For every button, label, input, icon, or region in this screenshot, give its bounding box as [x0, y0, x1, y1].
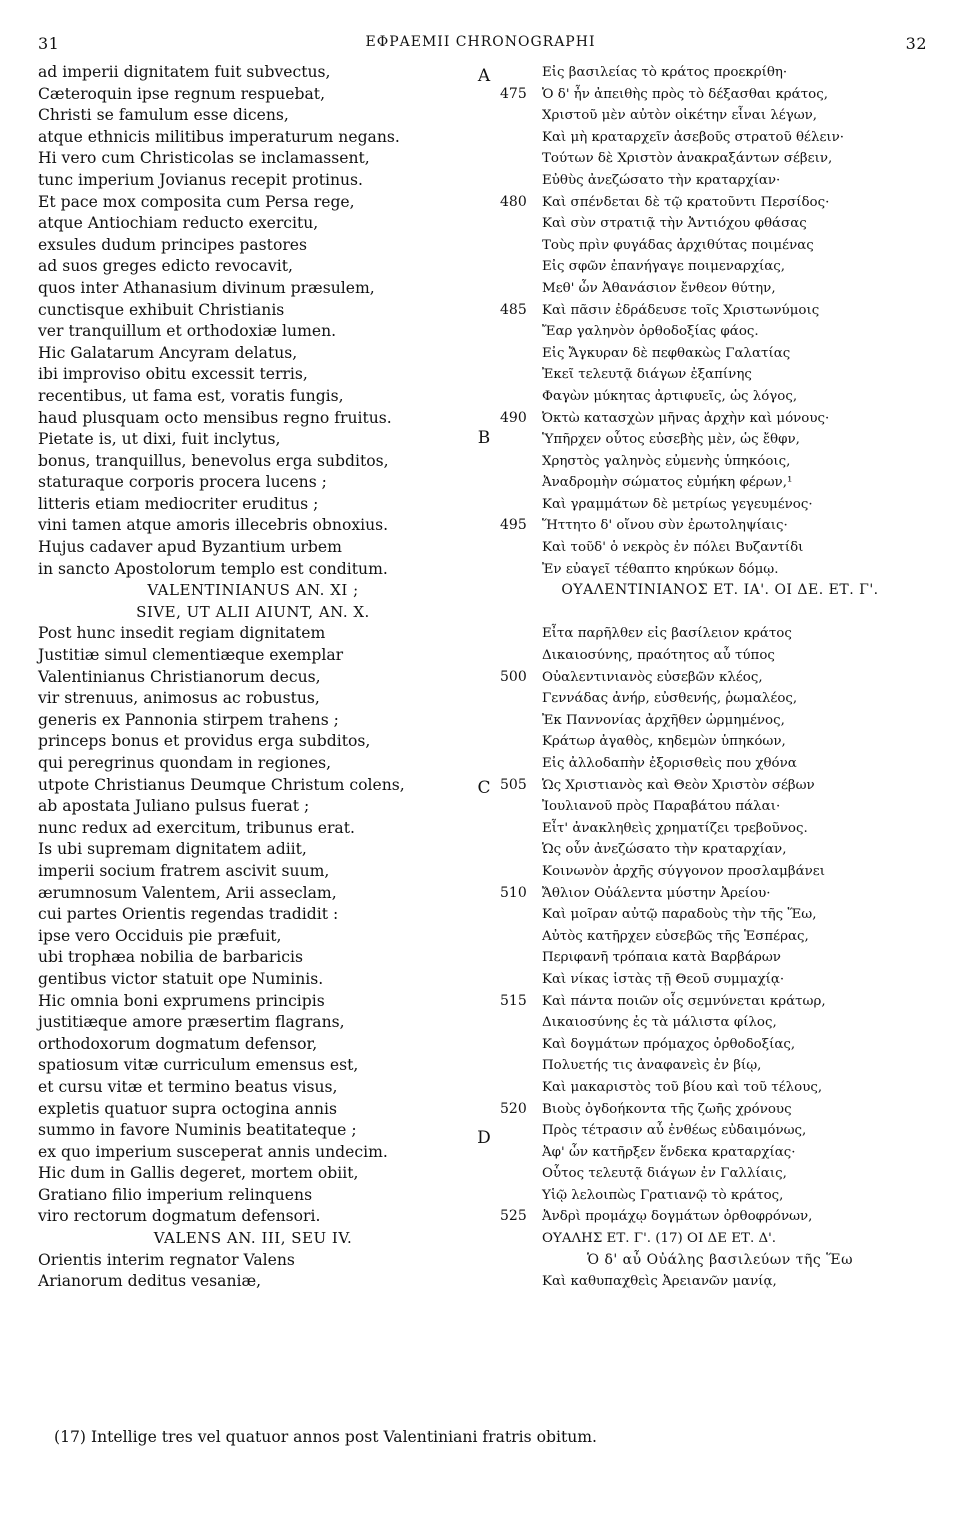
- verse-text: Εἰς ἀλλοδαπὴν ἐξορισθεὶς που χθόνα: [542, 756, 797, 771]
- verse-text: Χριστοῦ μὲν αὐτὸν οἰκέτην εἶναι λέγων,: [542, 108, 818, 124]
- verse-text: Ὀκτὼ κατασχὼν μῆνας ἀρχὴν καὶ μόνους·: [542, 410, 830, 426]
- verse-text: Ἀφ' ὧν κατῆρξεν ἕνδεκα κραταρχίας·: [542, 1144, 796, 1160]
- verse-text: Ὑπῆρχεν οὗτος εὐσεβὴς μὲν, ὡς ἔθφν,: [542, 432, 800, 448]
- greek-verse-line: [500, 515, 940, 537]
- latin-verse-line: qui peregrinus quondam in regiones,: [38, 754, 332, 772]
- verse-text: Ὡς οὖν ἀνεζώσατο τὴν κραταρχίαν,: [542, 842, 787, 858]
- latin-verse-line: tunc imperium Jovianus recepit protinus.: [38, 170, 363, 189]
- latin-verse-line: spatiosum vitæ curriculum emensus est,: [38, 1056, 359, 1075]
- verse-text: Ἐκ Παννονίας ἀρχῆθεν ὡρμημένος,: [542, 712, 785, 728]
- latin-verse-line: Cæteroquin ipse regnum respuebat,: [38, 84, 326, 103]
- greek-verse-line: [500, 1012, 940, 1034]
- margin-letter-d: D: [477, 1128, 491, 1148]
- greek-verse-line: [500, 904, 940, 926]
- verse-number: 505: [500, 776, 527, 793]
- latin-verse-line: Valentinianus Christianorum decus,: [38, 667, 321, 686]
- greek-verse-line: [500, 429, 940, 451]
- latin-verse-line: princeps bonus et providus erga subditos,: [38, 732, 371, 751]
- latin-verse-line: staturaque corporis procera lucens ;: [38, 473, 327, 492]
- verse-text: Ὡς Χριστιανὸς καὶ Θεὸν Χριστὸν σέβων: [542, 777, 815, 793]
- greek-verse-line: [500, 300, 940, 322]
- verse-text: Βιοὺς ὀγδοήκοντα τῆς ζωῆς χρόνους: [542, 1101, 792, 1117]
- verse-text: Οὗτος τελευτᾷ διάγων ἐν Γαλλίαις,: [542, 1166, 787, 1182]
- greek-verse-line: [500, 170, 940, 192]
- latin-verse-line: bonus, tranquillus, benevolus erga subditos,: [38, 451, 389, 470]
- greek-verse-line: [500, 192, 940, 214]
- greek-verse-line: [500, 688, 940, 710]
- latin-verse-line: justitiæque amore præsertim flagrans,: [38, 1013, 345, 1032]
- greek-verse-line: [500, 991, 940, 1013]
- greek-column: [500, 62, 940, 1293]
- greek-verse-line: [500, 343, 940, 365]
- greek-verse-line: [500, 559, 940, 581]
- verse-text: Καὶ σπένδεται δὲ τῷ κρατοῦντι Περσίδος·: [542, 194, 830, 210]
- greek-verse-line: [500, 1077, 940, 1099]
- latin-verse-line: et cursu vitæ et termino beatus visus,: [38, 1077, 338, 1096]
- verse-text: Καὶ καθυπαχθεὶς Ἀρειανῶν μανίᾳ,: [542, 1274, 777, 1290]
- latin-verse-line: generis ex Pannonia stirpem trahens ;: [38, 710, 339, 729]
- latin-verse-line: Is ubi supremam dignitatem adiit,: [38, 840, 307, 859]
- latin-verse-line: Hujus cadaver apud Byzantium urbem: [38, 538, 342, 557]
- latin-verse-line: Et pace mox composita cum Persa rege,: [38, 192, 355, 211]
- verse-number: 525: [500, 1208, 527, 1225]
- greek-verse-line: [500, 1055, 940, 1077]
- latin-verse-line: in sancto Apostolorum templo est conditum.: [38, 559, 388, 578]
- verse-number: 500: [500, 668, 527, 685]
- greek-verse-line: [500, 321, 940, 343]
- greek-verse-line: [500, 839, 940, 861]
- verse-text: Ἄθλιον Οὐάλεντα μύστην Ἀρείου·: [542, 885, 771, 901]
- latin-verse-line: ex quo imperium susceperat annis undecim.: [38, 1142, 388, 1161]
- verse-text: Ἔαρ γαληνὸν ὀρθοδοξίας φάος.: [542, 324, 759, 340]
- greek-verse-line: [500, 1163, 940, 1185]
- verse-text: Καὶ μὴ κραταρχεῖν ἀσεβοῦς στρατοῦ θέλειν·: [542, 129, 845, 145]
- verse-number: 510: [500, 884, 527, 901]
- latin-verse-line: recentibus, ut fama est, voratis fungis,: [38, 386, 344, 405]
- latin-verse-line: orthodoxorum dogmatum defensor,: [38, 1034, 318, 1053]
- latin-heading: VALENS AN. III, SEU IV.: [153, 1229, 353, 1248]
- latin-verse-line: haud plusquam octo mensibus regno fruitus.: [38, 408, 392, 427]
- latin-verse-line: Arianorum deditus vesaniæ,: [38, 1272, 262, 1291]
- latin-verse-line: ubi trophæa nobilia de barbaricis: [38, 948, 303, 967]
- verse-text: Χρηστὸς γαληνὸς εὐμενὴς ὑπηκόοις,: [542, 453, 791, 469]
- verse-text: Εἰς Ἄγκυραν δὲ πεφθακὼς Γαλατίας: [542, 345, 791, 361]
- greek-verse-line: [500, 84, 940, 106]
- greek-verse-line: [500, 148, 940, 170]
- greek-verse-line: [500, 213, 940, 235]
- verse-text: Εἰς σφῶν ἐπανήγαγε ποιμεναρχίας,: [542, 259, 786, 275]
- latin-verse-line: Orientis interim regnator Valens: [38, 1250, 295, 1269]
- greek-verse-line: [500, 1206, 940, 1228]
- greek-verse-line: [500, 1034, 940, 1056]
- verse-number: 480: [500, 193, 527, 210]
- latin-column: [38, 62, 468, 1293]
- verse-text: Ἀναδρομὴν σώματος εὐμήκη φέρων,¹: [542, 475, 793, 491]
- greek-verse-line: [500, 1271, 940, 1293]
- margin-letter-b: B: [477, 428, 491, 448]
- verse-number: 485: [500, 301, 527, 318]
- latin-verse-line: nunc redux ad exercitum, tribunus erat.: [38, 818, 355, 837]
- greek-verse-line: [500, 472, 940, 494]
- verse-text: Καὶ νίκας ἱστὰς τῇ Θεοῦ συμμαχίᾳ·: [542, 971, 785, 987]
- verse-text: Φαγὼν μύκητας ἀρτιφυεῖς, ὡς λόγος,: [542, 388, 798, 404]
- latin-verse-line: vini tamen atque amoris illecebris obnoxius.: [38, 516, 389, 535]
- greek-verse-line: [500, 1228, 940, 1250]
- greek-verse-line: [500, 623, 940, 645]
- greek-verse-line: [500, 796, 940, 818]
- greek-verse-line: [500, 818, 940, 840]
- verse-text: Κοινωνὸν ἀρχῆς σύγγονον προσλαμβάνει: [542, 863, 825, 879]
- verse-text: Ἐκεῖ τελευτᾷ διάγων ἐξαπίνης: [542, 367, 752, 383]
- greek-verse-line: [500, 235, 940, 257]
- margin-letter-c: C: [477, 778, 491, 798]
- greek-verse-line: [500, 753, 940, 775]
- latin-verse-line: vir strenuus, animosus ac robustus,: [38, 689, 320, 708]
- verse-text: Ὁ δ' αὖ Οὐάλης βασιλεύων τῆς Ἕω: [586, 1251, 854, 1268]
- verse-number: 495: [500, 517, 527, 534]
- latin-heading: VALENTINIANUS AN. XI ;: [147, 581, 359, 600]
- latin-verse-line: Hi vero cum Christicolas se inclamassent,: [38, 149, 370, 168]
- greek-verse-line: [500, 926, 940, 948]
- greek-verse-line: [500, 883, 940, 905]
- latin-verse-line: Hic omnia boni exprumens principis: [38, 991, 325, 1010]
- verse-text: Καὶ σὺν στρατιᾷ τὴν Ἀντιόχου φθάσας: [542, 216, 807, 232]
- footnote: (17) Intellige tres vel quatuor annos post Valentiniani fratris obitum.: [54, 1428, 597, 1446]
- greek-verse-line: [500, 710, 940, 732]
- latin-verse-line: exsules dudum principes pastores: [38, 235, 308, 254]
- latin-verse-line: Justitiæ simul clementiæque exemplar: [38, 646, 344, 665]
- margin-letter-a: A: [477, 66, 491, 86]
- verse-text: Οὐαλεντινιανὸς εὐσεβῶν κλέος,: [542, 669, 763, 685]
- latin-verse-line: quos inter Athanasium divinum præsulem,: [38, 278, 375, 297]
- verse-text: Πολυετής τις ἀναφανεὶς ἐν βίῳ,: [542, 1058, 762, 1074]
- greek-verse-line: [500, 494, 940, 516]
- verse-text: Ἀνδρὶ προμάχῳ δογμάτων ὀρθοφρόνων,: [542, 1209, 813, 1225]
- verse-text: Μεθ' ὧν Ἀθανάσιον ἔνθεον θύτην,: [542, 280, 776, 296]
- verse-text: Τοὺς πρὶν φυγάδας ἀρχιθύτας ποιμένας: [542, 237, 814, 253]
- verse-text: Δικαιοσύνης ἐς τὰ μάλιστα φίλος,: [542, 1015, 777, 1031]
- latin-verse-line: expletis quatuor supra octogina annis: [38, 1099, 338, 1118]
- verse-text: Καὶ μοῖραν αὐτῷ παραδοὺς τὴν τῆς Ἕω,: [542, 907, 817, 923]
- greek-verse-line: [500, 731, 940, 753]
- verse-text: ΟΥΑΛΕΝΤΙΝΙΑΝΟΣ ΕΤ. ΙΑ'. ΟΙ ΔΕ. ΕΤ. Γ'.: [561, 582, 879, 599]
- latin-verse-line: cunctisque exhibuit Christianis: [38, 300, 285, 319]
- greek-verse-line: [500, 861, 940, 883]
- greek-verse-line: [500, 969, 940, 991]
- latin-verse-line: atque ethnicis militibus imperaturum negans.: [38, 127, 400, 146]
- latin-verse-line: ibi improviso obitu excessit terris,: [38, 365, 308, 384]
- latin-verse-line: Christi se famulum esse dicens,: [38, 106, 289, 125]
- verse-text: Γεννάδας ἀνήρ, εὐσθενής, ῥωμαλέος,: [542, 691, 798, 707]
- verse-text: Ὁ δ' ἦν ἀπειθὴς πρὸς τὸ δέξασθαι κράτος,: [542, 86, 828, 102]
- greek-heading: [500, 580, 940, 602]
- latin-verse-line: utpote Christianus Deumque Christum colens,: [38, 775, 405, 794]
- latin-verse-line: ipse vero Occiduis pie præfuit,: [38, 926, 282, 945]
- verse-text: Εἰς βασιλείας τὸ κράτος προεκρίθη·: [542, 65, 788, 80]
- verse-text: Τούτων δὲ Χριστὸν ἀνακραξάντων σέβειν,: [542, 151, 833, 167]
- latin-verse-line: ad imperii dignitatem fuit subvectus,: [38, 63, 331, 81]
- verse-number: 490: [500, 409, 527, 426]
- verse-text: Καὶ γραμμάτων δὲ μετρίως γεγευμένος·: [542, 496, 813, 512]
- latin-verse-line: gentibus victor statuit ope Numinis.: [38, 969, 324, 988]
- verse-text: Καὶ πᾶσιν ἐδράδευσε τοῖς Χριστωνύμοις: [542, 302, 820, 318]
- latin-verse-line: Pietate is, ut dixi, fuit inclytus,: [38, 430, 281, 449]
- verse-text: ΟΥΑΛΗΣ ΕΤ. Γ'. (17) ΟΙ ΔΕ ΕΤ. Δ'.: [542, 1231, 777, 1247]
- verse-text: Ἥττητο δ' οἴνου σὺν ἐρωτοληψίαις·: [542, 518, 788, 534]
- latin-heading: SIVE, UT ALII AIUNT, AN. X.: [136, 602, 370, 621]
- greek-verse-line: [500, 602, 940, 624]
- verse-text: Υἱῷ λελοιπὼς Γρατιανῷ τὸ κράτος,: [542, 1187, 784, 1203]
- greek-verse-line: [500, 278, 940, 300]
- verse-text: Καὶ δογμάτων πρόμαχος ὀρθοδοξίας,: [542, 1036, 796, 1052]
- greek-verse-line: [500, 1120, 940, 1142]
- greek-verse-line: [500, 256, 940, 278]
- verse-text: Καὶ τοῦδ' ὁ νεκρὸς ἐν πόλει Βυζαντίδι: [542, 540, 804, 556]
- greek-verse-line: [500, 1099, 940, 1121]
- verse-number: 515: [500, 992, 527, 1009]
- verse-text: Καὶ μακαριστὸς τοῦ βίου καὶ τοῦ τέλους,: [542, 1079, 823, 1095]
- greek-verse-line: [500, 1185, 940, 1207]
- greek-verse-line: [500, 451, 940, 473]
- greek-verse-line: [500, 947, 940, 969]
- latin-verse-line: ærumnosum Valentem, Arii asseclam,: [38, 883, 337, 902]
- greek-verse-line: [500, 645, 940, 667]
- greek-verse-line: [500, 386, 940, 408]
- latin-verse-line: imperii socium fratrem ascivit suum,: [38, 861, 330, 880]
- latin-verse-line: cui partes Orientis regendas tradidit :: [38, 905, 339, 924]
- latin-verse-line: Gratiano filio imperium relinquens: [38, 1185, 313, 1204]
- verse-text: Εἶτ' ἀνακληθεὶς χρηματίζει τρεβοῦνος.: [542, 820, 808, 836]
- page-number-left: 31: [38, 34, 60, 53]
- latin-verse-line: Post hunc insedit regiam dignitatem: [38, 624, 326, 643]
- latin-verse-line: atque Antiochiam reducto exercitu,: [38, 214, 319, 233]
- verse-text: Δικαιοσύνης, πραότητος αὖ τύπος: [542, 648, 775, 664]
- verse-text: Ἐν εὐαγεῖ τέθαπτο κηρύκων δόμῳ.: [542, 561, 779, 577]
- verse-text: Εὐθὺς ἀνεζώσατο τὴν κραταρχίαν·: [542, 172, 781, 188]
- greek-verse-line: [500, 127, 940, 149]
- greek-verse-line: [500, 408, 940, 430]
- latin-verse-line: ad suos greges edicto revocavit,: [38, 257, 293, 276]
- running-title: ΕΦΡΑΕΜΙΙ CHRONOGRAPHI: [365, 34, 596, 50]
- verse-text: Εἶτα παρῆλθεν εἰς βασίλειον κράτος: [542, 626, 792, 642]
- greek-verse-line: [500, 105, 940, 127]
- verse-text: Αὐτὸς κατῆρχεν εὐσεβῶς τῆς Ἑσπέρας,: [542, 928, 809, 944]
- verse-text: Πρὸς τέτρασιν αὖ ἐνθέως εὐδαιμόνως,: [542, 1123, 807, 1139]
- latin-verse-line: litteris etiam mediocriter eruditus ;: [38, 494, 319, 513]
- latin-verse-line: summo in favore Numinis beatitateque ;: [38, 1121, 357, 1140]
- greek-verse-line: [500, 775, 940, 797]
- greek-verse-line: [500, 364, 940, 386]
- greek-verse-line: [500, 537, 940, 559]
- latin-verse-line: viro rectorum dogmatum defensori.: [38, 1207, 321, 1226]
- greek-verse-line: [500, 62, 940, 84]
- verse-text: Κράτωρ ἀγαθὸς, κηδεμὼν ὑπηκόων,: [542, 734, 786, 750]
- greek-heading: [500, 1250, 940, 1272]
- latin-verse-line: ab apostata Juliano pulsus fuerat ;: [38, 797, 310, 816]
- verse-number: 475: [500, 85, 527, 102]
- page-number-right: 32: [905, 34, 927, 53]
- greek-verse-line: [500, 667, 940, 689]
- verse-text: Περιφανῆ τρόπαια κατὰ Βαρβάρων: [542, 950, 781, 966]
- latin-verse-line: Hic dum in Gallis degeret, mortem obiit,: [38, 1164, 359, 1183]
- verse-text: Καὶ πάντα ποιῶν οἷς σεμνύνεται κράτωρ,: [542, 993, 826, 1009]
- latin-verse-line: Hic Galatarum Ancyram delatus,: [38, 343, 298, 362]
- latin-verse-line: ver tranquillum et orthodoxiæ lumen.: [38, 322, 337, 341]
- verse-text: Ἰουλιανοῦ πρὸς Παραβάτου πάλαι·: [542, 799, 781, 815]
- greek-verse-line: [500, 1142, 940, 1164]
- verse-number: 520: [500, 1100, 527, 1117]
